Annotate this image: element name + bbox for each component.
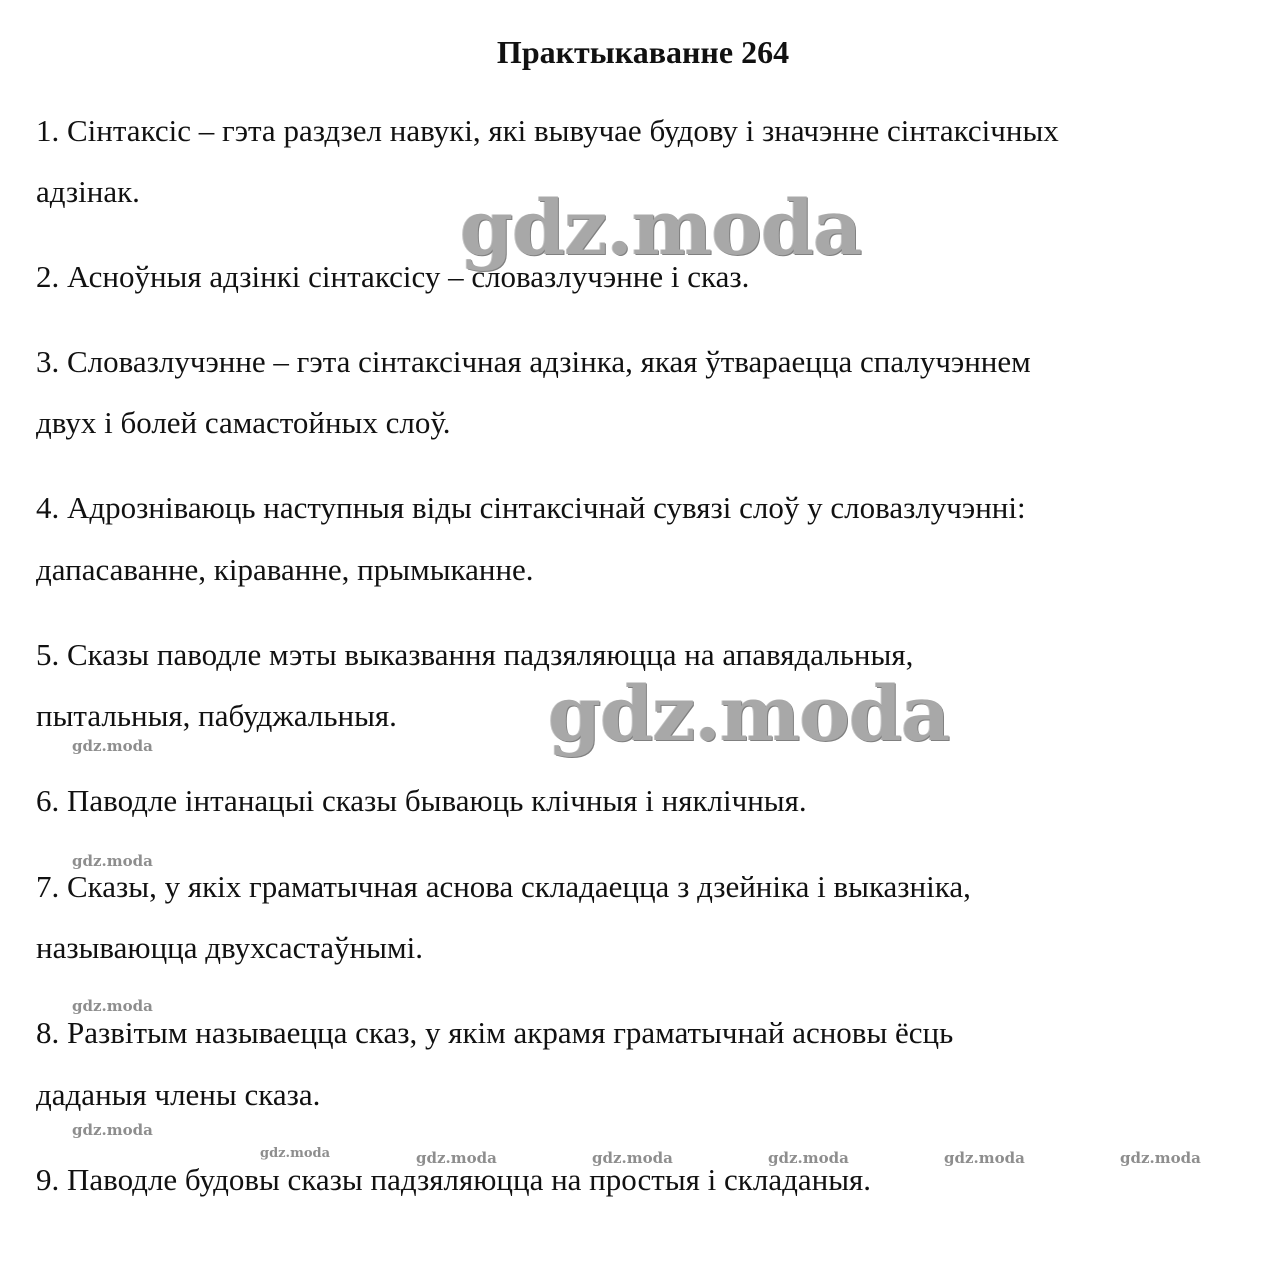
item-4-line-2: дапасаванне, кіраванне, прымыканне. (36, 552, 534, 587)
item-3-line-2: двух і болей самастойных слоў. (36, 405, 451, 440)
watermark-small: gdz.moda (72, 997, 153, 1015)
item-8-line-2: даданыя члены сказа. (36, 1077, 321, 1112)
watermark-large: gdz.moda (548, 669, 950, 758)
item-3-line-1: 3. Словазлучэнне – гэта сінтаксічная адзінка, якая ўтвараецца спалучэннем (36, 344, 1031, 379)
item-2-line-1: 2. Асноўныя адзінкі сінтаксісу – словазлучэнне і сказ. (36, 259, 750, 294)
watermark-large: gdz.moda (460, 183, 862, 272)
watermark-small: gdz.moda (768, 1149, 849, 1167)
item-5-line-1: 5. Сказы паводле мэты выказвання падзяляюцца на апавядальныя, (36, 637, 914, 672)
item-9-line-1: 9. Паводле будовы сказы падзяляюцца на простыя і складаныя. (36, 1162, 872, 1197)
item-7-line-1: 7. Сказы, у якіх граматычная аснова складаецца з дзейніка і выказніка, (36, 869, 971, 904)
item-1-line-2: адзінак. (36, 174, 140, 209)
watermark-small: gdz.moda (72, 1121, 153, 1139)
item-5-line-2: пытальныя, пабуджальныя. (36, 698, 397, 733)
watermark-small: gdz.moda (592, 1149, 673, 1167)
watermark-small: gdz.moda (416, 1149, 497, 1167)
item-1-line-1: 1. Сінтаксіс – гэта раздзел навукі, які вывучае будову і значэнне сінтаксічных (36, 113, 1059, 148)
item-8-line-1: 8. Развітым называецца сказ, у якім акрамя граматычнай асновы ёсць (36, 1015, 954, 1050)
item-7-line-2: называюцца двухсастаўнымі. (36, 930, 423, 965)
watermark-small: gdz.moda (72, 852, 153, 870)
watermark-small: gdz.moda (72, 737, 153, 755)
watermark-small: gdz.moda (1120, 1149, 1201, 1167)
item-6-line-1: 6. Паводле інтанацыі сказы бываюць клічныя і няклічныя. (36, 783, 807, 818)
watermark-small: gdz.moda (260, 1146, 331, 1161)
item-4-line-1: 4. Адрозніваюць наступныя віды сінтаксічнай сувязі слоў у словазлучэнні: (36, 490, 1026, 525)
watermark-small: gdz.moda (944, 1149, 1025, 1167)
page-title: Практыкаванне 264 (496, 34, 790, 70)
